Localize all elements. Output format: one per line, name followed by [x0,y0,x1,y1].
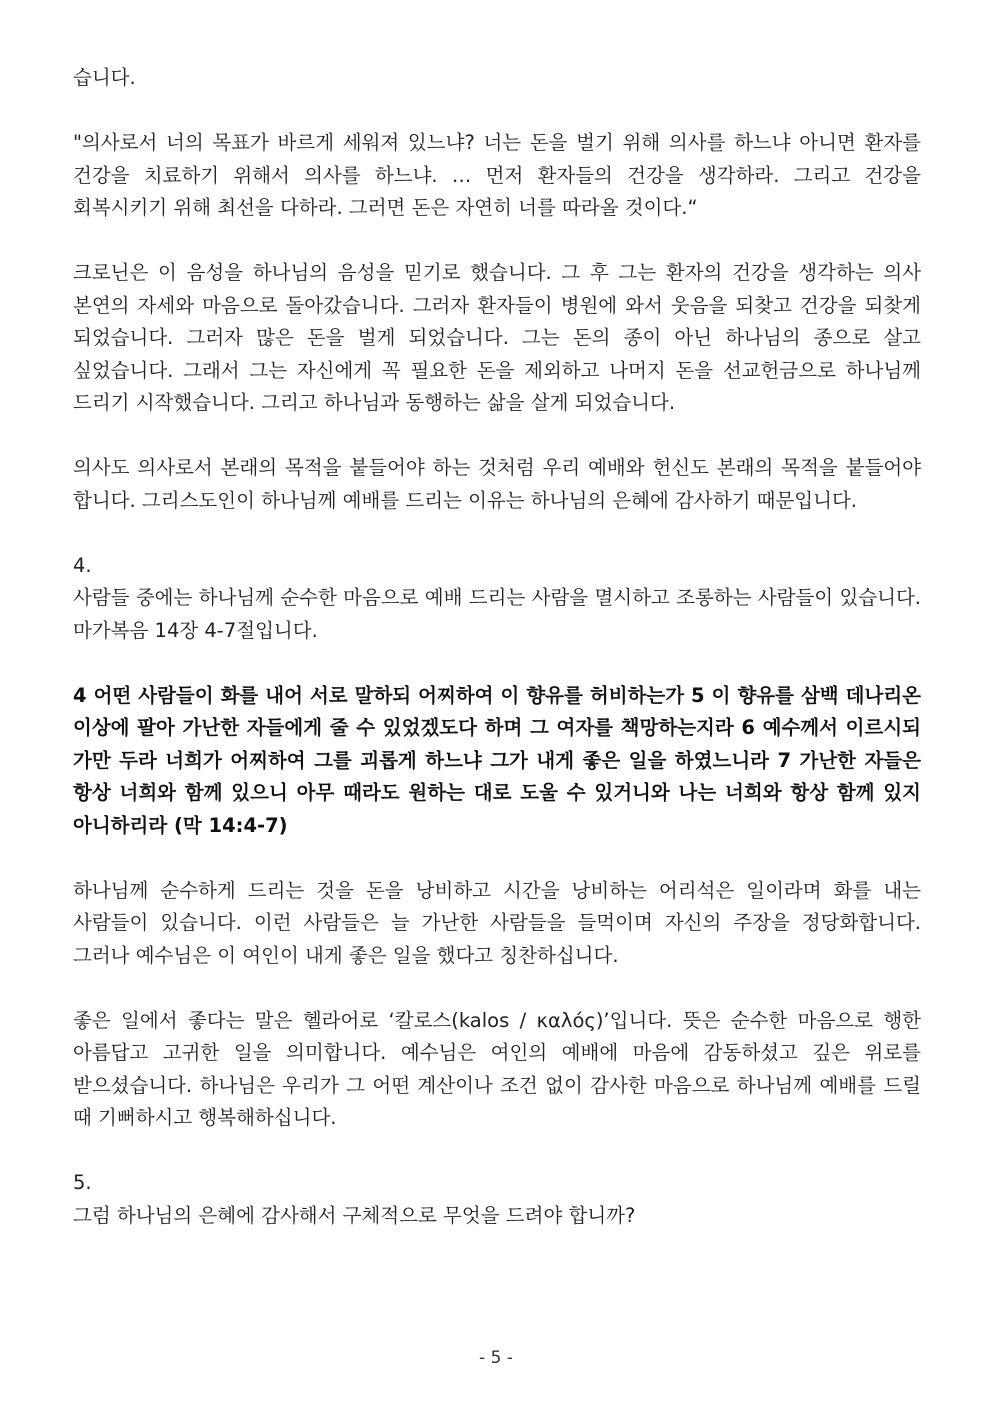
paragraph-quote: "의사로서 너의 목표가 바르게 세워져 있느냐? 너는 돈을 벌기 위해 의사를 하느냐 아니면 환자를 건강을 치료하기 위해서 의사를 하느냐. … 먼저 환자들의 건강을 생각하라. 그리고 건강을 회복시키기 위해 최선을 다하라. 그러면 돈은 자연히 너를 따라올 것이다.“ [73,131,921,219]
section-number-5: 5. [73,1171,92,1194]
paragraph-kalos: 좋은 일에서 좋다는 말은 헬라어로 ‘칼로스(kalos / καλός)’입니다. 뜻은 순수한 마음으로 행한 아름답고 고귀한 일을 의미합니다. 예수님은 여인의 예배에 마음에 감동하셨고 깊은 위로를 받으셨습니다. 하나님은 우리가 그 어떤 계산이나 조건 없이 감사한 마음으로 하나님께 예배를 드릴 때 기뻐하시고 행복해하십니다. [73,1008,921,1129]
paragraph-section-5-question: 그럼 하나님의 은혜에 감사해서 구체적으로 무엇을 드려야 합니까? [73,1203,636,1227]
paragraph-cronin: 크로닌은 이 음성을 하나님의 음성을 믿기로 했습니다. 그 후 그는 환자의 건강을 생각하는 의사 본연의 자세와 마음으로 돌아갔습니다. 그러자 환자들이 병원에 와서 웃음을 되찾고 건강을 되찾게 되었습니다. 그러자 많은 돈을 벌게 되었습니다. 그는 돈의 종이 아닌 하나님의 종으로 살고 싶었습니다. 그래서 그는 자신에게 꼭 필요한 돈을 제외하고 나머지 돈을 선교헌금으로 하나님께 드리기 시작했습니다. 그리고 하나님과 동행하는 삶을 살게 되었습니다. [73,261,921,414]
paragraph-waste: 하나님께 순수하게 드리는 것을 돈을 낭비하고 시간을 낭비하는 어리석은 일이라며 화를 내는 사람들이 있습니다. 이런 사람들은 늘 가난한 사람들을 들먹이며 자신의 주장을 정당화합니다. 그러나 예수님은 이 여인이 내게 좋은 일을 했다고 칭찬하십니다. [73,878,921,967]
paragraph-section-4-intro: 사람들 중에는 하나님께 순수한 마음으로 예배 드리는 사람을 멸시하고 조롱하는 사람들이 있습니다. 마가복음 14장 4-7절입니다. [73,586,921,642]
paragraph-continuation: 습니다. [73,66,136,89]
page-number: - 5 - [479,1348,513,1368]
paragraph-purpose: 의사도 의사로서 본래의 목적을 붙들어야 하는 것처럼 우리 예배와 헌신도 본래의 목적을 붙들어야 합니다. 그리스도인이 하나님께 예배를 드리는 이유는 하나님의 은혜에 감사하기 때문입니다. [73,456,921,512]
document-body [73,62,921,1232]
scripture-quote: 4 어떤 사람들이 화를 내어 서로 말하되 어찌하여 이 향유를 허비하는가 5 이 향유를 삼백 데나리온 이상에 팔아 가난한 자들에게 줄 수 있었겠도다 하며 그 여자를 책망하는지라 6 예수께서 이르시되 가만 두라 너희가 어찌하여 그를 괴롭게 하느냐 그가 내게 좋은 일을 하였느니라 7 가난한 자들은 항상 너희와 함께 있으니 아무 때라도 원하는 대로 도울 수 있거니와 나는 너희와 항상 함께 있지 아니하리라 (막 14:4-7) [73,683,921,837]
section-number-4: 4. [73,553,92,577]
